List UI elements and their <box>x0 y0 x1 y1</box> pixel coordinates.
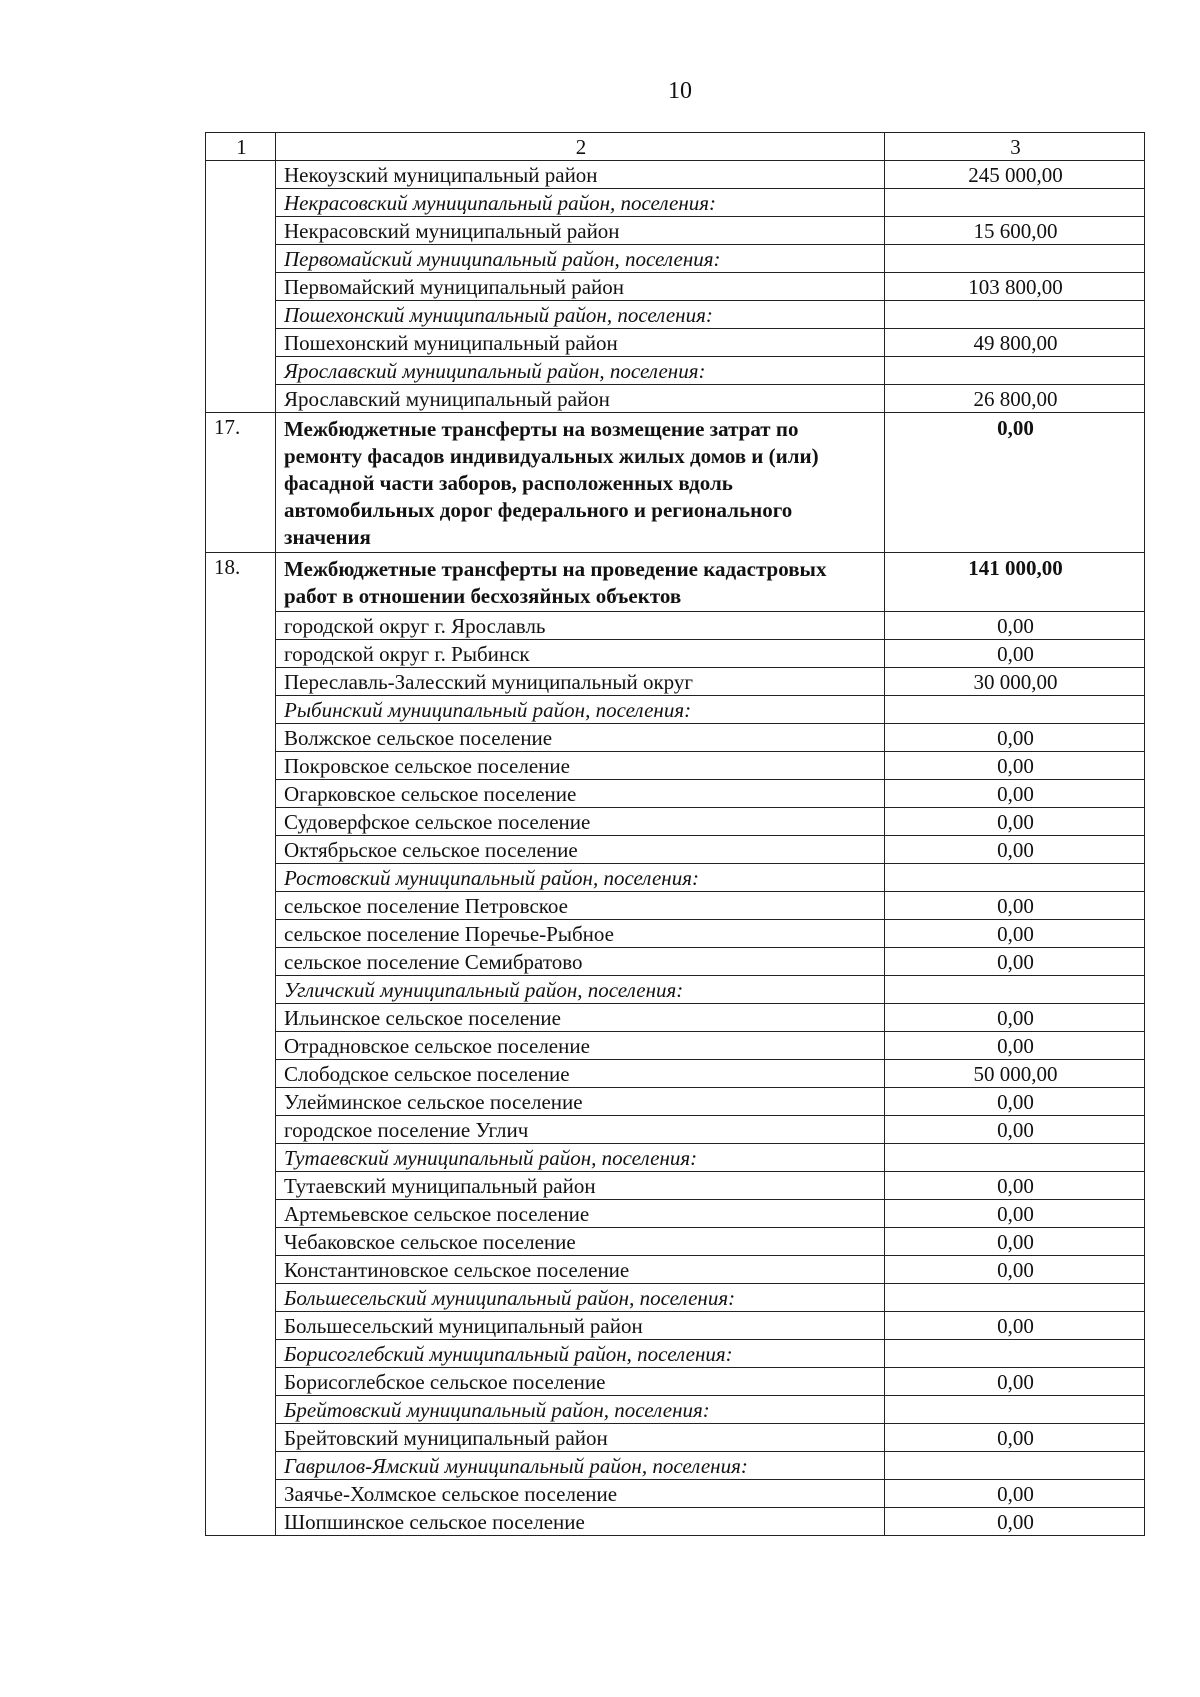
row-number <box>206 217 276 245</box>
row-label: Первомайский муниципальный район <box>276 273 885 301</box>
row-label: Волжское сельское поселение <box>276 724 885 752</box>
row-label: Гаврилов-Ямский муниципальный район, поселения: <box>276 1452 885 1480</box>
row-amount <box>885 357 1145 385</box>
header-col-2: 2 <box>276 133 885 161</box>
row-number <box>206 892 276 920</box>
table-row <box>206 780 1145 808</box>
row-number <box>206 808 276 836</box>
table-header-row <box>206 133 1145 161</box>
row-amount: 0,00 <box>885 1508 1145 1536</box>
table-row <box>206 1144 1145 1172</box>
row-amount: 0,00 <box>885 724 1145 752</box>
row-amount: 0,00 <box>885 1256 1145 1284</box>
row-amount: 0,00 <box>885 808 1145 836</box>
row-label: Ростовский муниципальный район, поселения: <box>276 864 885 892</box>
table-row <box>206 668 1145 696</box>
row-label: Заячье-Холмское сельское поселение <box>276 1480 885 1508</box>
row-label: Ильинское сельское поселение <box>276 1004 885 1032</box>
table-row <box>206 1172 1145 1200</box>
row-amount: 0,00 <box>885 1172 1145 1200</box>
row-label: Борисоглебский муниципальный район, поселения: <box>276 1340 885 1368</box>
table-row <box>206 413 1145 553</box>
row-number <box>206 836 276 864</box>
row-number <box>206 1508 276 1536</box>
row-number <box>206 273 276 301</box>
row-amount: 141 000,00 <box>885 553 1145 612</box>
row-number <box>206 976 276 1004</box>
row-number <box>206 1480 276 1508</box>
row-amount <box>885 1396 1145 1424</box>
row-amount: 0,00 <box>885 1004 1145 1032</box>
row-amount: 15 600,00 <box>885 217 1145 245</box>
row-label: Покровское сельское поселение <box>276 752 885 780</box>
row-number <box>206 696 276 724</box>
table-row <box>206 1452 1145 1480</box>
page-number: 10 <box>668 78 692 104</box>
table-row <box>206 1088 1145 1116</box>
table-row <box>206 1004 1145 1032</box>
table-row <box>206 161 1145 189</box>
row-number <box>206 1368 276 1396</box>
row-amount <box>885 189 1145 217</box>
row-label: Брейтовский муниципальный район, поселения: <box>276 1396 885 1424</box>
row-amount: 0,00 <box>885 948 1145 976</box>
row-number <box>206 668 276 696</box>
row-label: Отрадновское сельское поселение <box>276 1032 885 1060</box>
row-number <box>206 385 276 413</box>
row-amount: 0,00 <box>885 780 1145 808</box>
row-number <box>206 612 276 640</box>
row-number <box>206 1312 276 1340</box>
row-number <box>206 301 276 329</box>
row-label: Тутаевский муниципальный район <box>276 1172 885 1200</box>
row-number: 18. <box>206 553 276 612</box>
row-number <box>206 1172 276 1200</box>
row-number <box>206 1004 276 1032</box>
row-number <box>206 1340 276 1368</box>
row-number <box>206 920 276 948</box>
row-amount <box>885 976 1145 1004</box>
row-number <box>206 245 276 273</box>
row-number <box>206 329 276 357</box>
table-row <box>206 1284 1145 1312</box>
table-row <box>206 217 1145 245</box>
table-row <box>206 1060 1145 1088</box>
row-label: Ярославский муниципальный район, поселения: <box>276 357 885 385</box>
table-row <box>206 752 1145 780</box>
table-row <box>206 1508 1145 1536</box>
row-label: Пошехонский муниципальный район <box>276 329 885 357</box>
table-row <box>206 1032 1145 1060</box>
row-amount <box>885 696 1145 724</box>
row-amount: 0,00 <box>885 1032 1145 1060</box>
row-amount: 0,00 <box>885 1480 1145 1508</box>
row-label: Слободское сельское поселение <box>276 1060 885 1088</box>
row-number <box>206 780 276 808</box>
row-label: Улейминское сельское поселение <box>276 1088 885 1116</box>
row-amount <box>885 245 1145 273</box>
row-label: Большесельский муниципальный район, поселения: <box>276 1284 885 1312</box>
row-number <box>206 161 276 189</box>
row-label: Некрасовский муниципальный район <box>276 217 885 245</box>
row-number <box>206 1200 276 1228</box>
row-amount <box>885 864 1145 892</box>
row-label: Чебаковское сельское поселение <box>276 1228 885 1256</box>
row-label: Межбюджетные трансферты на возмещение затрат по ремонту фасадов индивидуальных жилых домов и (или) фасадной части заборов, расположенных вдоль автомобильных дорог федерального и регионального значения <box>276 413 885 553</box>
row-number <box>206 640 276 668</box>
row-amount: 49 800,00 <box>885 329 1145 357</box>
row-number <box>206 724 276 752</box>
row-label: Артемьевское сельское поселение <box>276 1200 885 1228</box>
row-amount <box>885 301 1145 329</box>
row-amount <box>885 1284 1145 1312</box>
table-row <box>206 892 1145 920</box>
table-row <box>206 273 1145 301</box>
table-row <box>206 1480 1145 1508</box>
row-label: Тутаевский муниципальный район, поселения: <box>276 1144 885 1172</box>
row-label: Пошехонский муниципальный район, поселения: <box>276 301 885 329</box>
row-label: городское поселение Углич <box>276 1116 885 1144</box>
table-row <box>206 1228 1145 1256</box>
row-label: Огарковское сельское поселение <box>276 780 885 808</box>
budget-table <box>205 132 1145 1536</box>
row-label: городской округ г. Рыбинск <box>276 640 885 668</box>
row-number <box>206 1396 276 1424</box>
row-amount: 0,00 <box>885 892 1145 920</box>
table-row <box>206 612 1145 640</box>
table-body <box>206 133 1145 1536</box>
header-col-1: 1 <box>206 133 276 161</box>
row-label: Октябрьское сельское поселение <box>276 836 885 864</box>
row-label: Первомайский муниципальный район, поселения: <box>276 245 885 273</box>
table-row <box>206 1256 1145 1284</box>
row-amount: 0,00 <box>885 1088 1145 1116</box>
row-label: городской округ г. Ярославль <box>276 612 885 640</box>
row-number <box>206 1424 276 1452</box>
row-label: Большесельский муниципальный район <box>276 1312 885 1340</box>
row-amount <box>885 1340 1145 1368</box>
row-label: Некоузский муниципальный район <box>276 161 885 189</box>
row-amount: 0,00 <box>885 1424 1145 1452</box>
table-row <box>206 724 1145 752</box>
row-amount: 0,00 <box>885 612 1145 640</box>
row-number <box>206 752 276 780</box>
table-row <box>206 385 1145 413</box>
row-number <box>206 1116 276 1144</box>
row-label: Судоверфское сельское поселение <box>276 808 885 836</box>
row-amount: 0,00 <box>885 752 1145 780</box>
row-label: Константиновское сельское поселение <box>276 1256 885 1284</box>
row-label: Угличский муниципальный район, поселения: <box>276 976 885 1004</box>
row-number <box>206 1452 276 1480</box>
row-number <box>206 948 276 976</box>
row-amount: 0,00 <box>885 413 1145 553</box>
row-number <box>206 1284 276 1312</box>
table-row <box>206 1312 1145 1340</box>
row-label: сельское поселение Семибратово <box>276 948 885 976</box>
row-number: 17. <box>206 413 276 553</box>
row-label: Шопшинское сельское поселение <box>276 1508 885 1536</box>
table-row <box>206 1368 1145 1396</box>
table-row <box>206 948 1145 976</box>
table-row <box>206 696 1145 724</box>
row-amount: 0,00 <box>885 1312 1145 1340</box>
table-row <box>206 976 1145 1004</box>
row-amount: 103 800,00 <box>885 273 1145 301</box>
row-label: Переславль-Залесский муниципальный округ <box>276 668 885 696</box>
table-row <box>206 329 1145 357</box>
row-amount: 0,00 <box>885 920 1145 948</box>
table-row <box>206 1396 1145 1424</box>
row-amount: 0,00 <box>885 836 1145 864</box>
row-amount: 30 000,00 <box>885 668 1145 696</box>
row-number <box>206 1032 276 1060</box>
row-amount: 0,00 <box>885 640 1145 668</box>
row-amount: 0,00 <box>885 1368 1145 1396</box>
table-row <box>206 189 1145 217</box>
table-row <box>206 301 1145 329</box>
row-amount <box>885 1452 1145 1480</box>
header-col-3: 3 <box>885 133 1145 161</box>
table-row <box>206 1200 1145 1228</box>
row-label: Борисоглебское сельское поселение <box>276 1368 885 1396</box>
table-row <box>206 836 1145 864</box>
row-amount: 0,00 <box>885 1200 1145 1228</box>
table-row <box>206 1340 1145 1368</box>
table-row <box>206 245 1145 273</box>
row-label: Межбюджетные трансферты на проведение кадастровых работ в отношении бесхозяйных объектов <box>276 553 885 612</box>
row-amount: 0,00 <box>885 1116 1145 1144</box>
row-number <box>206 189 276 217</box>
row-number <box>206 357 276 385</box>
row-amount: 50 000,00 <box>885 1060 1145 1088</box>
table-row <box>206 808 1145 836</box>
row-amount: 0,00 <box>885 1228 1145 1256</box>
table-row <box>206 920 1145 948</box>
row-amount <box>885 1144 1145 1172</box>
table-row <box>206 1424 1145 1452</box>
row-amount: 245 000,00 <box>885 161 1145 189</box>
table-row <box>206 357 1145 385</box>
row-number <box>206 1088 276 1116</box>
table-row <box>206 553 1145 612</box>
table-row <box>206 1116 1145 1144</box>
row-label: сельское поселение Петровское <box>276 892 885 920</box>
row-label: сельское поселение Поречье-Рыбное <box>276 920 885 948</box>
row-label: Ярославский муниципальный район <box>276 385 885 413</box>
table-row <box>206 640 1145 668</box>
row-label: Брейтовский муниципальный район <box>276 1424 885 1452</box>
row-number <box>206 1256 276 1284</box>
row-number <box>206 1144 276 1172</box>
row-number <box>206 1228 276 1256</box>
row-number <box>206 864 276 892</box>
row-number <box>206 1060 276 1088</box>
table-row <box>206 864 1145 892</box>
row-amount: 26 800,00 <box>885 385 1145 413</box>
row-label: Рыбинский муниципальный район, поселения: <box>276 696 885 724</box>
row-label: Некрасовский муниципальный район, поселения: <box>276 189 885 217</box>
